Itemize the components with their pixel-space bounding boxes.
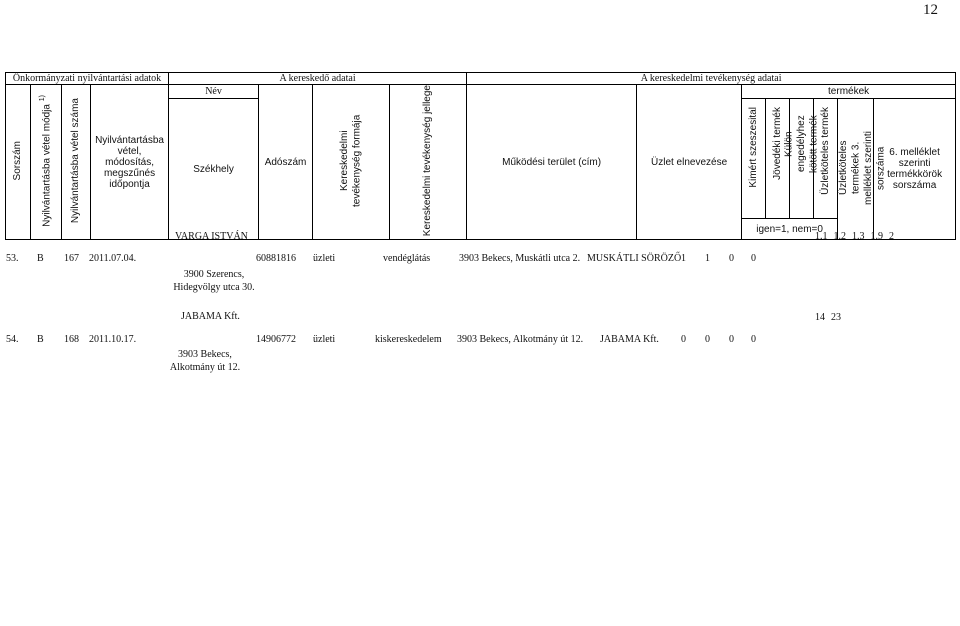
row-jovedeki: 0 [705, 334, 710, 345]
row-modja: B [37, 334, 44, 345]
row-jellege: kiskereskedelem [375, 334, 442, 345]
row-terulet: 3903 Bekecs, Muskátli utca 2. [459, 253, 581, 264]
row-nev: JABAMA Kft. [181, 311, 240, 322]
row-jovedeki: 1 [705, 253, 710, 264]
row-sorszam: 53. [6, 253, 19, 264]
row-szama: 167 [64, 253, 79, 264]
header-igen-nem: igen=1, nem=0 [742, 219, 838, 240]
row-termekkorok: 14 23 [815, 312, 841, 323]
header-kimert-szeszesital: Kimért szeszesital [742, 99, 766, 219]
row-kimert: 0 [681, 334, 686, 345]
row-modja: B [37, 253, 44, 264]
row-nev: VARGA ISTVÁN [175, 231, 248, 242]
row-adoszam: 14906772 [256, 334, 296, 345]
row-termekkorok: 1.1 1.2 1.3 1.9 2 [815, 231, 894, 242]
header-group-tevekenyseg: A kereskedelmi tevékenység adatai [467, 73, 956, 85]
row-uzletkoteles: 0 [751, 334, 756, 345]
row-adoszam: 60881816 [256, 253, 296, 264]
row-uzlet: JABAMA Kft. [600, 334, 659, 345]
header-group-kereskedo: A kereskedő adatai [169, 73, 467, 85]
header-nyilv-vetel-modja: Nyilvántartásba vétel módja $^{1)}$ [31, 85, 62, 240]
header-melleklet-6: 6. melléklet szerinti termékkörök sorszáma [874, 99, 956, 240]
header-kulon-engedely: Külön engedélyhez kötött termék [790, 99, 814, 219]
row-jellege: vendéglátás [383, 253, 431, 264]
row-kulon: 0 [729, 253, 734, 264]
header-adoszam: Adószám [259, 85, 313, 240]
header-termekek: termékek [742, 85, 956, 99]
footnote-marker: 1) [38, 94, 46, 101]
header-uzlet-elnevezese: Üzlet elnevezése [637, 85, 742, 240]
header-nyilv-vetel-szama: Nyilvántartásba vétel száma [62, 85, 91, 240]
header-tev-jellege: Kereskedelmi tevékenység jellege [390, 85, 467, 240]
header-tev-formaja: Kereskedelmi tevékenység formája [313, 85, 390, 240]
header-nyilv-idopont: Nyilvántartásba vétel, módosítás, megszűnés időpontja [91, 85, 169, 240]
row-kimert: 1 [681, 253, 686, 264]
register-header-table [5, 72, 956, 240]
row-szekhely: 3900 Szerencs, Hidegvölgy utca 30. [173, 269, 255, 293]
header-nev: Név [169, 85, 259, 99]
row-idopont: 2011.07.04. [89, 253, 137, 264]
header-mukodesi-terulet: Működési terület (cím) [467, 85, 637, 240]
row-formaja: üzleti [313, 334, 336, 345]
row-terulet: 3903 Bekecs, Alkotmány út 12. [457, 334, 584, 345]
row-formaja: üzleti [313, 253, 336, 264]
header-jovedeki-termek: Jövedéki termék [766, 99, 790, 219]
row-szekhely: 3903 Bekecs, Alkotmány út 12. [169, 349, 241, 373]
row-kulon: 0 [729, 334, 734, 345]
header-uzletkoteles-3-melleklet: Üzletköteles termékek 3. melléklet szerinti sorszáma [838, 99, 874, 240]
row-uzletkoteles: 0 [751, 253, 756, 264]
header-group-onkormanyzati: Önkormányzati nyilvántartási adatok [6, 73, 169, 85]
header-sorszam: Sorszám [6, 85, 31, 240]
row-uzlet: MUSKÁTLI SÖRÖZŐ [587, 253, 682, 264]
header-uzletkoteles-termek: Üzletköteles termék [814, 99, 838, 219]
page-number: 12 [923, 2, 938, 18]
row-szama: 168 [64, 334, 79, 345]
row-idopont: 2011.10.17. [89, 334, 137, 345]
header-szekhely: Székhely [169, 99, 259, 240]
row-sorszam: 54. [6, 334, 19, 345]
